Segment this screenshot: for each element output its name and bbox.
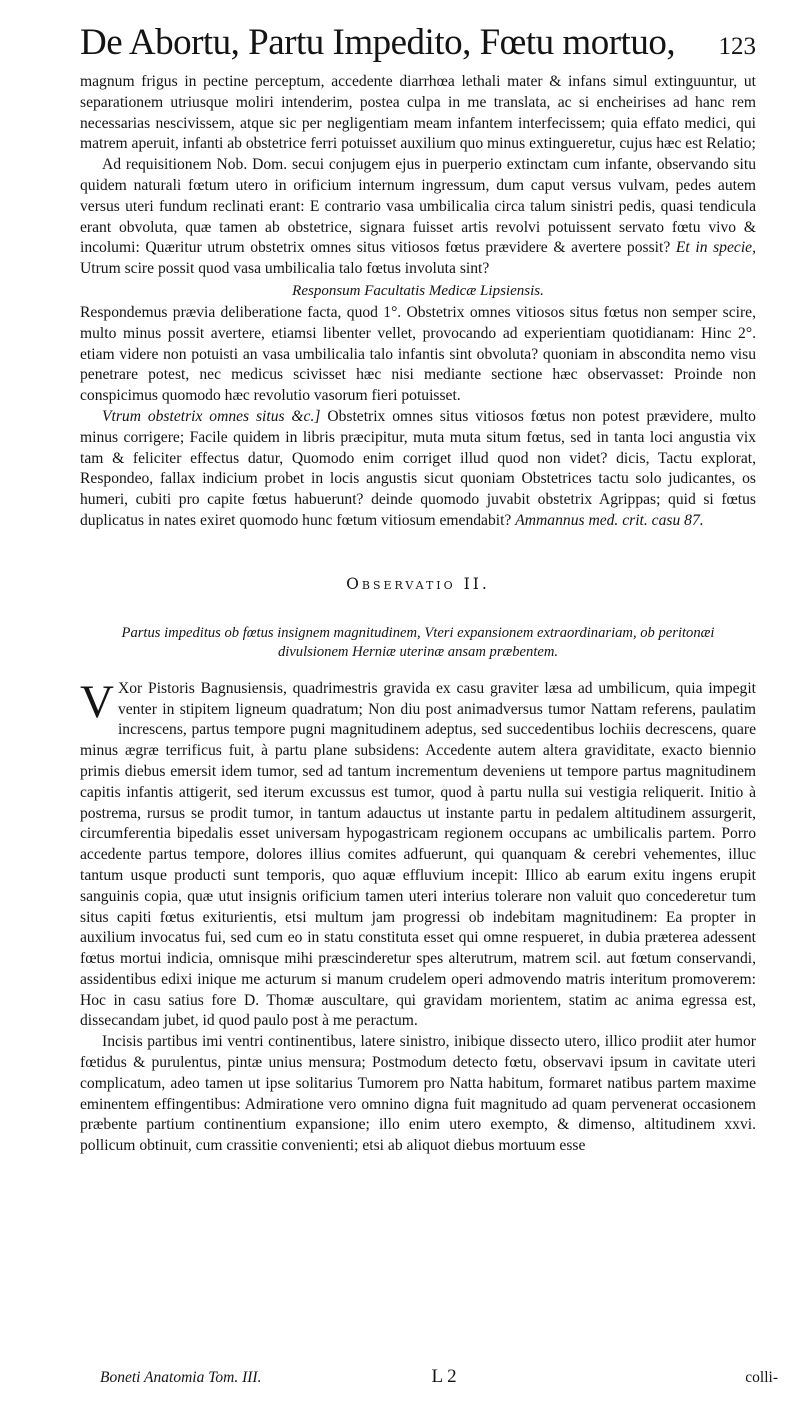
- page-footer: [100, 1366, 778, 1392]
- catchword: colli-: [745, 1369, 778, 1386]
- observation-heading: Observatio II.: [346, 574, 490, 593]
- signature-mark: L 2: [431, 1366, 457, 1387]
- drop-cap: V: [80, 675, 114, 728]
- paragraph-observation: [80, 675, 756, 1033]
- paragraph-dissection: Incisis partibus imi ventri continentibus, latere sinistro, inibique dissecto utero, illico prodiit ater humor fœtidus & purulentus, pintæ unius mensura; Postmodum detecto fœtu, observavi ipsum in cavitate uteri complicatum, adeo tamen ut ipse solitarius Tumorem pro Natta habitum, formaret natibus partem maxime eminentem effingentibus: Admiratione vero omnino digna fuit magnitudo ad quam pervenerat occasionem præbente partium continentium expansione; illo enim utero exempto, & dimenso, altitudinem xxvi. pollicum obtinuit, cum crassitie convenienti; etsi ab aliquot diebus mortuum esse: [80, 1033, 756, 1155]
- relatio-text: Ad requisitionem Nob. Dom. secui conjugem ejus in puerperio extinctam cum infante, observando situ quidem naturali fœtum utero in orificium internum ingressum, dum caput versus vulvam, pedes autem versus uteri fundum reclinati erant: E contrario vasa umbilicalia circa talum sinistri pedis, quasi tendicula erant obvoluta, quæ tamen ab obstetrice, signara fuisset artis revolvi potuissent servato fœtu vivo & incolumi: Quæritur utrum obstetrix omnes situs vitiosos fœtus prævidere & avertere possit?: [80, 156, 756, 257]
- paragraph-commentary: [80, 407, 756, 532]
- paragraph-responsum: Respondemus prævia deliberatione facta, quod 1°. Obstetrix omnes vitiosos situs fœtus non semper scire, multo minus possit avertere, etiamsi libenter vellet, provocando ad experientiam quotidianam: Hinc 2°. etiam videre non potuisti an vasa umbilicalia talo infantis sint obvoluta? quoniam in abscondita nemo visu penetrare potest, nec medicus scivisset hæc nisi mediante sectione hæc observasset: Proinde non conspicimus quomodo hæc revolutio vasorum fieri potuisset.: [80, 303, 756, 405]
- page-number: 123: [718, 33, 756, 60]
- commentary-lemma: Vtrum obstetrix omnes situs &c.]: [102, 407, 321, 425]
- text-block: [80, 72, 756, 1157]
- page-header: [80, 20, 756, 70]
- running-title: De Abortu, Partu Impedito, Fœtu mortuo,: [80, 22, 676, 63]
- paragraph-relatio: [80, 155, 756, 280]
- relatio-question: Utrum scire possit quod vasa umbilicalia talo fœtus involuta sint?: [80, 260, 490, 278]
- relatio-italic-phrase: Et in specie,: [675, 239, 756, 257]
- observation-text: Xor Pistoris Bagnusiensis, quadrimestris gravida ex casu graviter læsa ad umbilicum, quia impegit venter in stipitem ligneum quadratum; Non diu post animadversus tumor Nattam referens, paulatim increscens, partus tempore pugni magnitudinem adeptus, sed succedentibus lochiis decrescens, quare minus ægræ terrificus fuit, à partu plane subsidens: Accedente autem altera graviditate, exacto biennio primis diebus emersit idem tumor, sed ad tantum incrementum deveniens ut tempore partus magnitudinem capitis infantis attigerit, sed iterum excussus est tumor, quod à partu nulla sui vestigia reliquerit. Initio à postrema, rursus se prodit tumor, in tantum adauctus ut instante partu in pedalem altitudinem assurgerit, circumferentia bipedalis esset universam hypogastricam regionem occupans ac umbilicalis partem. Porro accedente partus tempore, dolores illius comites adfuerunt, qui quanquam & cerebri vehementes, illuc tantum usque producti sunt temporis, quo aquæ effluvium incepit: Illico ab earum exitu ingens erupit sanguinis copia, quæ utut insignis orificium tamen uteri interius tolerare non valuit quo concederetur tum situs capiti fœtus exiturientis, etsi multum jam progressi ob indebitam magnitudinem: Ea propter in auxilium invocatus fui, sed cum eo in statu constituta esset qui omne respueret, in dubia præterea adessent fœtus mortui indicia, omnisque mihi præscinderetur spes alterutrum, matrem scil. aut fœtum conservandi, assidentibus edixi inique me acturum si manum crudelem operi admovendo matris interitum promoverem: Hoc in casu satius fore D. Thomæ auscultare, qui gravidam morientem, statim ac anima egressa est, dissecandam jubet, id quod paulo post à me peractum.: [80, 679, 756, 1030]
- footer-book-title: Boneti Anatomia Tom. III.: [100, 1369, 262, 1386]
- paragraph-continuation: magnum frigus in pectine perceptum, accedente diarrhœa lethali mater & infans simul extinguuntur, ut separationem utriusque moliri intenderim, postea culpa in me translata, ac si encheirises ad hanc rem necessarias nescivissem, atque sic per negligentiam meam infantem interfecissem; quia effato medici, qui matrem aperuit, infanti ab obstetrice ferri potuisset auxilium quo minus extingueretur, cujus hæc est Relatio;: [80, 73, 756, 153]
- commentary-text: Obstetrix omnes situs vitiosos fœtus non potest prævidere, multo minus corrigere; Facile quidem in libris præcipitur, muta muta situm fœtus, sed in tanta loci angustia vix tam & feliciter effectus datur, Quomodo enim corriget illud quod non videt? dicis, Tactu explorat, Respondeo, fallax indicium probet in locis angustis sicut quoniam Obstetrices tactu solo judicantes, os humeri, cubiti pro capite fœtus habuerunt? deinde quomodo juvabit obstetrix Agrippas; quid si fœtus duplicatus in nates exiret quomodo hunc fœtum vitiosum emendabit?: [80, 407, 756, 529]
- commentary-citation: Ammannus med. crit. casu 87.: [515, 511, 704, 529]
- observation-subtitle: Partus impeditus ob fœtus insignem magnitudinem, Vteri expansionem extraordinariam, ob peritonæi divulsionem Herniæ uterinæ ansam præbentem.: [121, 624, 715, 661]
- responsum-title: Responsum Facultatis Medicæ Lipsiensis.: [292, 282, 544, 299]
